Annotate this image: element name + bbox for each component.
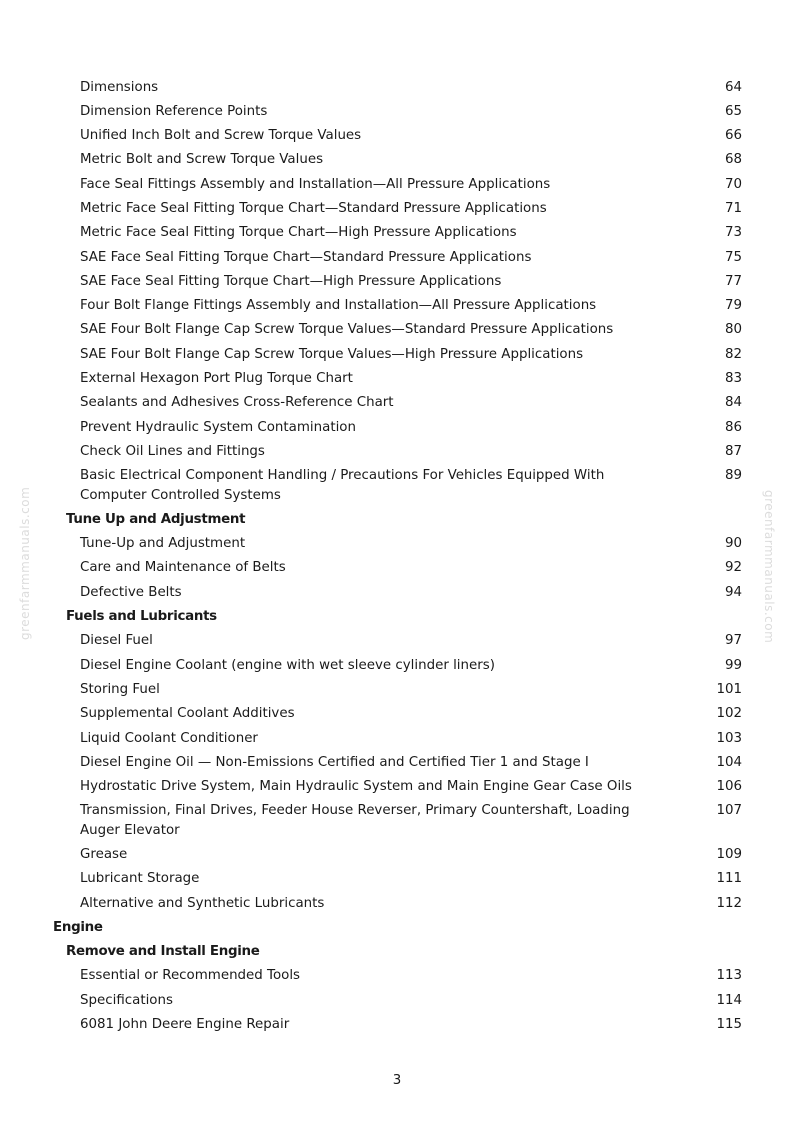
toc-entry-page-number: 87 — [724, 443, 742, 459]
toc-entry[interactable] — [0, 726, 794, 750]
toc-entry[interactable] — [0, 221, 794, 245]
toc-chapter-heading[interactable] — [0, 915, 794, 939]
toc-entry-title: Specifications — [80, 992, 173, 1008]
toc-entry-title: Supplemental Coolant Additives — [80, 706, 295, 722]
toc-entry-title: Metric Face Seal Fitting Torque Chart—High Pressure Applications — [80, 225, 517, 241]
toc-entry[interactable] — [0, 415, 794, 439]
toc-entry[interactable] — [0, 799, 794, 843]
toc-entry-page-number: 82 — [724, 346, 742, 362]
toc-entry[interactable] — [0, 843, 794, 867]
toc-entry[interactable] — [0, 775, 794, 799]
toc-entry-title: Remove and Install Engine — [66, 944, 260, 960]
toc-entry-title: Metric Bolt and Screw Torque Values — [80, 152, 324, 168]
toc-entry-page-number: 84 — [724, 395, 742, 411]
toc-entry-page-number: 71 — [724, 200, 742, 216]
toc-entry-page-number: 113 — [716, 968, 742, 984]
toc-entry-title: Tune Up and Adjustment — [66, 511, 246, 527]
toc-entry-title: Diesel Engine Coolant (engine with wet sleeve cylinder liners) — [80, 657, 495, 673]
watermark-right: greenfarmmanuals.com — [762, 490, 776, 644]
toc-entry[interactable] — [0, 148, 794, 172]
toc-section-heading[interactable] — [0, 940, 794, 964]
toc-entry[interactable] — [0, 867, 794, 891]
toc-entry-page-number: 111 — [716, 871, 742, 887]
toc-entry-title: Grease — [80, 847, 128, 862]
toc-entry-title: Care and Maintenance of Belts — [80, 560, 286, 576]
toc-entry-title: Lubricant Storage — [80, 871, 200, 887]
toc-entry-page-number: 115 — [716, 1017, 742, 1033]
toc-entry-title: SAE Four Bolt Flange Cap Screw Torque Values—High Pressure Applications — [80, 346, 584, 362]
toc-entry-title: Dimension Reference Points — [80, 103, 268, 119]
toc-entry-title: Storing Fuel — [80, 681, 160, 697]
toc-entry-page-number: 64 — [724, 79, 742, 95]
toc-entry-title: Dimensions — [80, 79, 159, 95]
toc-entry[interactable] — [0, 99, 794, 123]
toc-entry-title: Fuels and Lubricants — [66, 609, 217, 625]
toc-entry-page-number: 97 — [724, 633, 742, 649]
toc-entry[interactable] — [0, 294, 794, 318]
toc-entry[interactable] — [0, 367, 794, 391]
toc-entry[interactable] — [0, 342, 794, 366]
toc-entry-page-number: 101 — [716, 681, 742, 697]
toc-entry-page-number: 114 — [716, 992, 742, 1008]
watermark-left: greenfarmmanuals.com — [18, 486, 32, 640]
toc-entry[interactable] — [0, 391, 794, 415]
toc-entry[interactable] — [0, 653, 794, 677]
toc-entry[interactable] — [0, 1013, 794, 1037]
toc-entry-page-number: 70 — [724, 176, 742, 192]
toc-section-heading[interactable] — [0, 605, 794, 629]
toc-entry-page-number: 66 — [724, 128, 742, 144]
toc-entry-title: Tune-Up and Adjustment — [80, 536, 246, 552]
toc-entry-title: Alternative and Synthetic Lubricants — [80, 895, 325, 911]
toc-entry-title: External Hexagon Port Plug Torque Chart — [80, 371, 353, 387]
toc-section-heading[interactable] — [0, 507, 794, 531]
toc-entry-title: SAE Face Seal Fitting Torque Chart—Standard Pressure Applications — [80, 249, 532, 265]
toc-entry[interactable] — [0, 629, 794, 653]
toc-entry-page-number: 75 — [724, 249, 742, 265]
toc-entry-title: Metric Face Seal Fitting Torque Chart—Standard Pressure Applications — [80, 200, 547, 216]
toc-entry[interactable] — [0, 318, 794, 342]
table-of-contents — [0, 75, 794, 1037]
toc-entry[interactable] — [0, 964, 794, 988]
toc-entry-title: Face Seal Fittings Assembly and Installation—All Pressure Applications — [80, 176, 551, 192]
toc-entry[interactable] — [0, 677, 794, 701]
toc-entry-page-number: 103 — [716, 730, 742, 746]
toc-entry[interactable] — [0, 172, 794, 196]
toc-entry[interactable] — [0, 750, 794, 774]
toc-entry-page-number: 104 — [716, 754, 742, 770]
page-number: 3 — [392, 1073, 402, 1088]
toc-entry-page-number: 83 — [724, 371, 742, 387]
toc-entry-page-number: 68 — [724, 152, 742, 168]
toc-entry[interactable] — [0, 75, 794, 99]
toc-entry[interactable] — [0, 988, 794, 1012]
toc-entry-title: SAE Face Seal Fitting Torque Chart—High Pressure Applications — [80, 273, 502, 289]
toc-entry-title: Hydrostatic Drive System, Main Hydraulic System and Main Engine Gear Case Oils — [80, 779, 632, 795]
toc-entry[interactable] — [0, 532, 794, 556]
toc-entry-title: Diesel Fuel — [80, 633, 153, 649]
toc-entry-page-number: 94 — [724, 584, 742, 600]
toc-entry-title: Engine — [53, 919, 103, 935]
toc-entry[interactable] — [0, 464, 794, 508]
toc-entry-page-number: 109 — [716, 847, 742, 862]
toc-entry-title: Check Oil Lines and Fittings — [80, 443, 265, 459]
toc-entry-title: 6081 John Deere Engine Repair — [80, 1017, 290, 1033]
toc-entry-title: SAE Four Bolt Flange Cap Screw Torque Values—Standard Pressure Applications — [80, 322, 614, 338]
toc-entry-page-number: 107 — [716, 803, 742, 819]
toc-entry[interactable] — [0, 269, 794, 293]
toc-entry-page-number: 106 — [716, 779, 742, 795]
toc-entry-title: Sealants and Adhesives Cross-Reference Chart — [80, 395, 394, 411]
toc-entry-page-number: 112 — [716, 895, 742, 911]
toc-entry-page-number: 79 — [724, 298, 742, 314]
toc-entry[interactable] — [0, 556, 794, 580]
toc-entry-title: Transmission, Final Drives, Feeder House Reverser, Primary Countershaft, Loading Auger Elevator — [80, 803, 630, 838]
toc-entry-page-number: 73 — [724, 225, 742, 241]
toc-entry-title: Liquid Coolant Conditioner — [80, 730, 258, 746]
toc-entry-page-number: 89 — [724, 468, 742, 484]
toc-entry[interactable] — [0, 439, 794, 463]
toc-entry-title: Defective Belts — [80, 584, 182, 600]
toc-entry-page-number: 86 — [724, 419, 742, 435]
toc-entry-page-number: 102 — [716, 706, 742, 722]
toc-entry-page-number: 92 — [724, 560, 742, 576]
toc-entry[interactable] — [0, 124, 794, 148]
toc-entry-title: Diesel Engine Oil — Non-Emissions Certified and Certified Tier 1 and Stage I — [80, 754, 589, 770]
toc-entry-page-number: 99 — [724, 657, 742, 673]
toc-entry[interactable] — [0, 891, 794, 915]
toc-entry-title: Unified Inch Bolt and Screw Torque Values — [80, 128, 362, 144]
toc-entry-title: Basic Electrical Component Handling / Precautions For Vehicles Equipped With Computer Controlled Systems — [80, 468, 605, 503]
toc-entry[interactable] — [0, 580, 794, 604]
toc-entry-title: Four Bolt Flange Fittings Assembly and Installation—All Pressure Applications — [80, 298, 597, 314]
toc-entry-page-number: 65 — [724, 103, 742, 119]
toc-entry-title: Essential or Recommended Tools — [80, 968, 301, 984]
toc-entry[interactable] — [0, 702, 794, 726]
toc-entry-page-number: 80 — [724, 322, 742, 338]
toc-entry-page-number: 90 — [724, 536, 742, 552]
toc-entry[interactable] — [0, 245, 794, 269]
toc-entry-page-number: 77 — [724, 273, 742, 289]
toc-entry-title: Prevent Hydraulic System Contamination — [80, 419, 356, 435]
toc-entry[interactable] — [0, 196, 794, 220]
